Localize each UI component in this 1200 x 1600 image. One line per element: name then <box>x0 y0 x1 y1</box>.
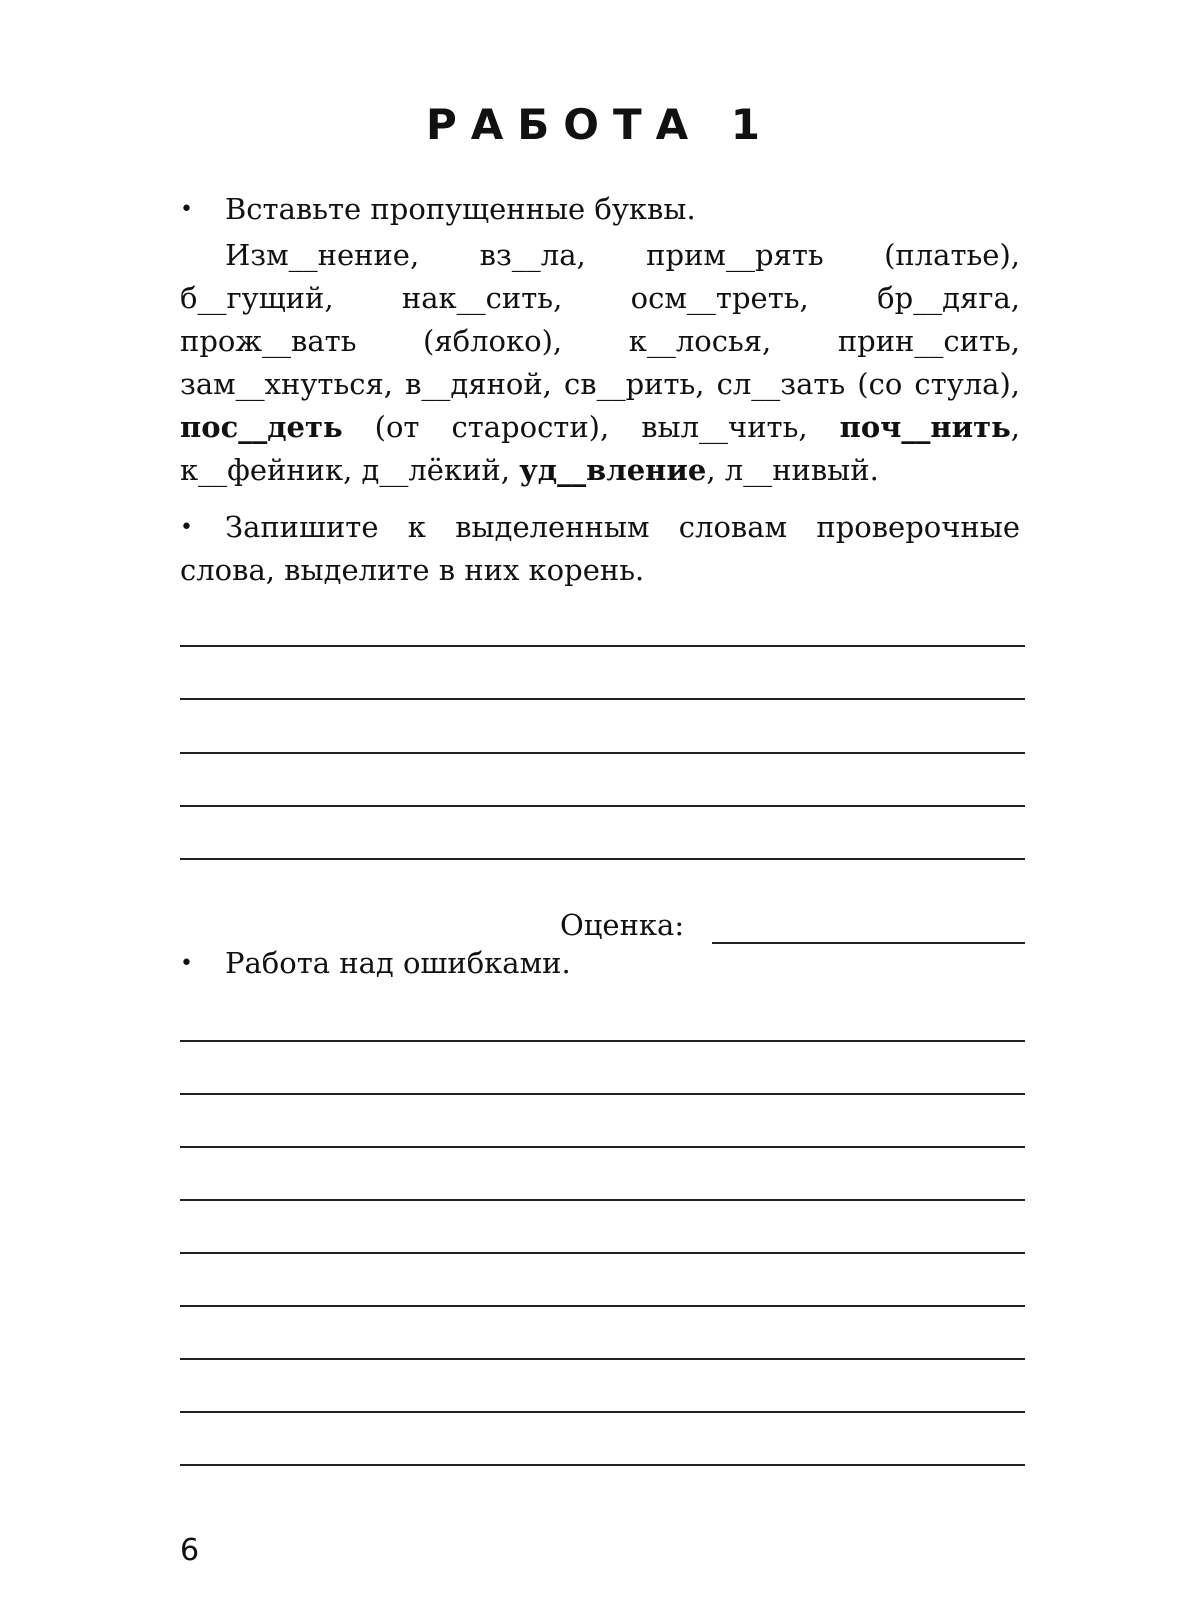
answer-line[interactable] <box>180 698 1025 700</box>
task2-instruction-text: Запишите к выделенным словам проверочные слова, выделите в них корень. <box>180 510 1020 587</box>
answer-line[interactable] <box>180 752 1025 754</box>
task3-instruction-text: Работа над ошибками. <box>225 946 571 980</box>
answer-line[interactable] <box>180 645 1025 647</box>
answer-line[interactable] <box>180 1411 1025 1413</box>
exercise-text-segment: (от старости), выл__чить, <box>342 410 840 444</box>
answer-line[interactable] <box>180 1093 1025 1095</box>
answer-line[interactable] <box>180 1040 1025 1042</box>
task2-instruction <box>180 506 1020 592</box>
bullet-icon: • <box>180 515 193 540</box>
task1-exercise-text <box>180 234 1020 492</box>
grade-label: Оценка: <box>560 908 685 942</box>
highlighted-word: пос__деть <box>180 410 343 444</box>
answer-line[interactable] <box>180 1305 1025 1307</box>
page-number: 6 <box>180 1533 200 1568</box>
page-title: РАБОТА 1 <box>425 100 774 149</box>
highlighted-word: уд__вление <box>519 453 707 487</box>
task1-instruction <box>180 188 1020 231</box>
answer-line[interactable] <box>180 858 1025 860</box>
exercise-text-segment: , л__нивый. <box>706 453 879 487</box>
answer-line[interactable] <box>180 1358 1025 1360</box>
task1-instruction-text: Вставьте пропущенные буквы. <box>225 192 696 226</box>
answer-line[interactable] <box>180 1199 1025 1201</box>
exercise-text-segment: , к__фейник, д__лёкий, <box>180 410 1020 487</box>
highlighted-word: поч__нить <box>839 410 1011 444</box>
bullet-icon: • <box>180 197 193 222</box>
answer-line[interactable] <box>180 1464 1025 1466</box>
exercise-text-segment: Изм__нение, вз__ла, прим__рять (платье), б__гущий, нак__сить, осм__треть, бр__дяга, прож__вать (яблоко), к__лосья, прин__сить, зам__хнуться, в__дяной, св__рить, сл__зать (со стула), <box>180 238 1020 401</box>
bullet-icon: • <box>180 951 193 976</box>
answer-line[interactable] <box>180 1146 1025 1148</box>
answer-line[interactable] <box>180 1252 1025 1254</box>
answer-line[interactable] <box>180 805 1025 807</box>
task3-instruction <box>180 942 1020 985</box>
